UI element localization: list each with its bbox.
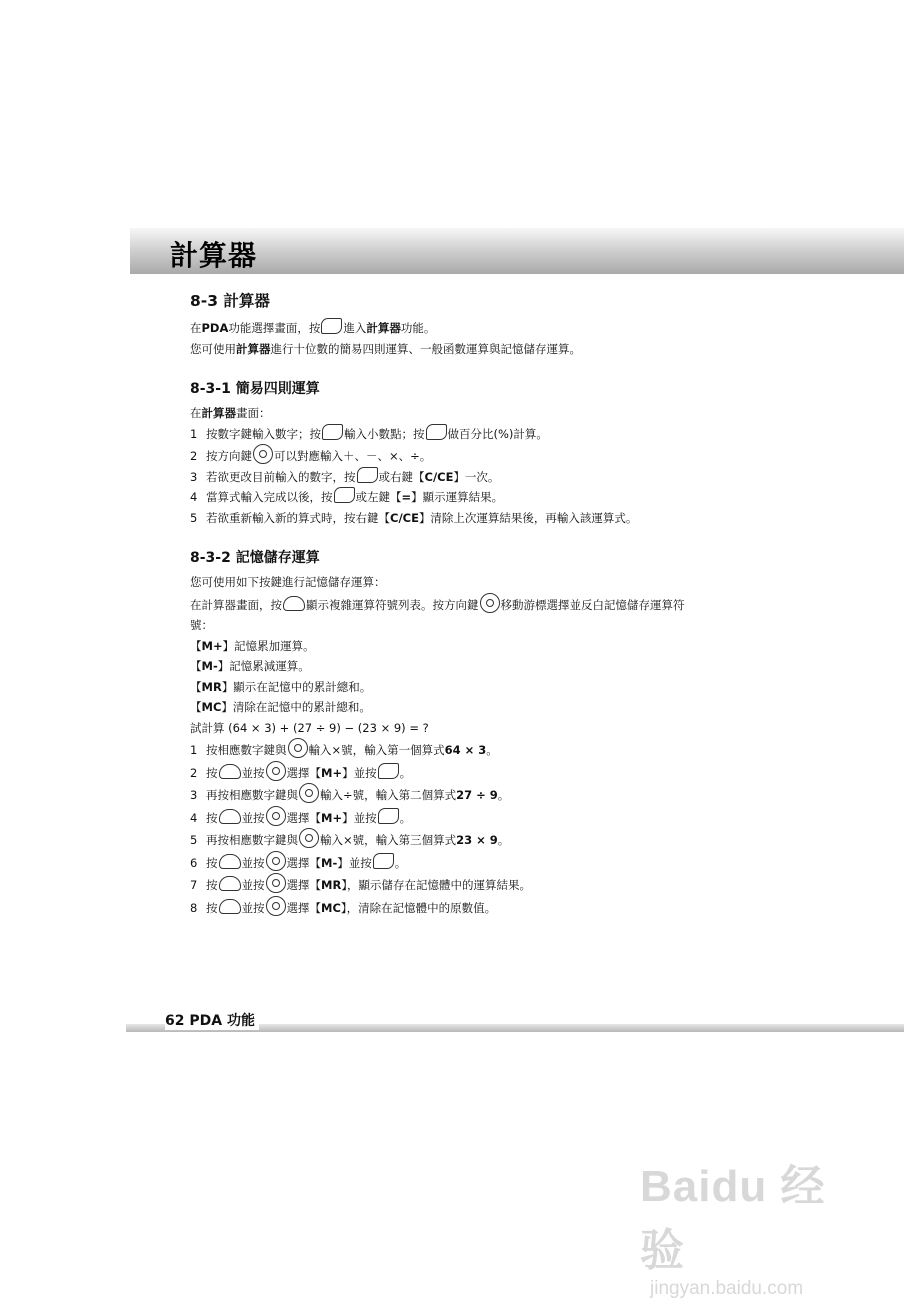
list-item: 6 按 並按 選擇【M-】並按 。 (190, 851, 790, 874)
section-title: 8-3 計算器 (190, 292, 270, 310)
menu-key-icon (283, 596, 305, 611)
memory-line: 在計算器畫面，按 顯示複雜運算符號列表。按方向鍵 移動游標選擇並反白記憶儲存運算符 (190, 593, 790, 616)
bold-term: 計算器 (366, 321, 401, 335)
bold-term: M+ (321, 765, 343, 780)
watermark (640, 1150, 870, 1299)
step-number: 8 (190, 900, 198, 915)
bold-term: C/CE (424, 469, 454, 484)
list-item: 8 按 並按 選擇【MC】，清除在記憶體中的原數值。 (190, 896, 790, 919)
subsection-title-basic: 8-3-1 簡易四則運算 (190, 381, 320, 397)
content (190, 290, 790, 918)
bold-term: M- (201, 659, 218, 673)
footer-page-label: 62 PDA 功能 (165, 1010, 259, 1030)
menu-key-icon (219, 809, 241, 824)
list-item: 3 再按相應數字鍵與 輸入÷號，輸入第二個算式27 ÷ 9。 (190, 783, 790, 806)
step-number: 5 (190, 833, 198, 847)
intro-line: 在PDA功能選擇畫面，按 進入計算器功能。 (190, 318, 790, 339)
nav-key-icon (299, 783, 319, 803)
memory-line: 您可使用如下按鍵進行記憶儲存運算： (190, 575, 386, 589)
bold-term: 23 × 9 (456, 833, 498, 847)
bold-term: MR (201, 679, 222, 694)
bold-term: M+ (201, 638, 223, 653)
list-item: 1 按數字鍵輸入數字；按 輸入小數點；按 做百分比(%)計算。 (190, 424, 790, 445)
soft-key-icon (357, 467, 378, 483)
subsection-title-memory: 8-3-2 記憶儲存運算 (190, 550, 320, 566)
watermark-url: jingyan.baidu.com (650, 1278, 804, 1299)
list-item: 1 按相應數字鍵與 輸入×號，輸入第一個算式64 × 3。 (190, 738, 790, 761)
step-number: 3 (190, 788, 198, 802)
list-item: 2 按方向鍵 可以對應輸入＋、－、×、÷。 (190, 444, 790, 467)
nav-key-icon (299, 828, 319, 848)
nav-key-icon (266, 873, 286, 893)
list-item: 5 若欲重新輸入新的算式時，按右鍵【C/CE】清除上次運算結果後，再輸入該運算式。 (190, 508, 790, 529)
memory-line: 【MC】清除在記憶中的累計總和。 (190, 700, 371, 714)
nav-key-icon (266, 806, 286, 826)
basic-steps-list (190, 424, 790, 529)
bold-term: 64 × 3 (444, 743, 487, 757)
menu-key-icon (219, 854, 241, 869)
nav-key-icon (266, 851, 286, 871)
bold-term: MC (201, 700, 222, 714)
step-number: 7 (190, 878, 198, 892)
soft-key-icon (334, 487, 355, 503)
bold-term: PDA (201, 321, 229, 335)
memory-line: 【M+】記憶累加運算。 (190, 638, 315, 653)
menu-key-icon (219, 764, 241, 779)
step-number: 4 (190, 490, 198, 504)
soft-key-icon (378, 763, 399, 779)
bold-term: = (401, 490, 412, 504)
section-intro (190, 318, 790, 359)
bold-term: C/CE (390, 510, 419, 525)
bold-term: 計算器 (201, 406, 236, 420)
soft-key-icon (378, 808, 399, 824)
step-number: 2 (190, 449, 198, 463)
soft-key-icon (373, 853, 394, 869)
bold-term: M- (321, 855, 338, 870)
step-number: 2 (190, 765, 198, 780)
subsection-lead: 在計算器畫面： (190, 406, 271, 420)
soft-key-icon (322, 424, 343, 440)
memory-description (190, 572, 790, 738)
memory-line: 【M-】記憶累減運算。 (190, 659, 310, 673)
list-item: 2 按 並按 選擇【M+】並按 。 (190, 761, 790, 784)
memory-line: 試計算 (64 × 3) + (27 ÷ 9) − (23 × 9) = ? (190, 720, 429, 735)
list-item: 4 按 並按 選擇【M+】並按 。 (190, 806, 790, 829)
list-item: 5 再按相應數字鍵與 輸入×號，輸入第三個算式23 × 9。 (190, 828, 790, 851)
step-number: 1 (190, 743, 198, 757)
step-number: 3 (190, 469, 198, 484)
step-number: 5 (190, 510, 198, 525)
watermark-brand: Baidu 经验 (640, 1162, 826, 1275)
list-item: 3 若欲更改目前輸入的數字，按 或右鍵【C/CE】一次。 (190, 467, 790, 488)
menu-key-icon (219, 899, 241, 914)
step-number: 6 (190, 855, 198, 870)
memory-steps-list (190, 738, 790, 918)
bold-term: 計算器 (236, 341, 271, 356)
nav-key-icon (253, 444, 273, 464)
chapter-title: 計算器 (170, 239, 258, 272)
bold-term: M+ (321, 810, 343, 825)
memory-line: 【MR】顯示在記憶中的累計總和。 (190, 679, 372, 694)
nav-key-icon (266, 896, 286, 916)
soft-key-icon (426, 424, 447, 440)
list-item: 7 按 並按 選擇【MR】，顯示儲存在記憶體中的運算結果。 (190, 873, 790, 896)
soft-key-icon (321, 318, 342, 334)
menu-key-icon (219, 876, 241, 891)
nav-key-icon (266, 761, 286, 781)
step-number: 4 (190, 810, 198, 825)
list-item: 4 當算式輸入完成以後，按 或左鍵【=】顯示運算結果。 (190, 487, 790, 508)
bold-term: 27 ÷ 9 (456, 788, 498, 802)
memory-line: 號： (190, 618, 213, 632)
nav-key-icon (288, 738, 308, 758)
bold-term: MR (321, 878, 342, 892)
step-number: 1 (190, 426, 198, 441)
nav-key-icon (480, 593, 500, 613)
intro-line: 您可使用計算器進行十位數的簡易四則運算、一般函數運算與記憶儲存運算。 (190, 341, 581, 356)
bold-term: MC (321, 900, 341, 915)
